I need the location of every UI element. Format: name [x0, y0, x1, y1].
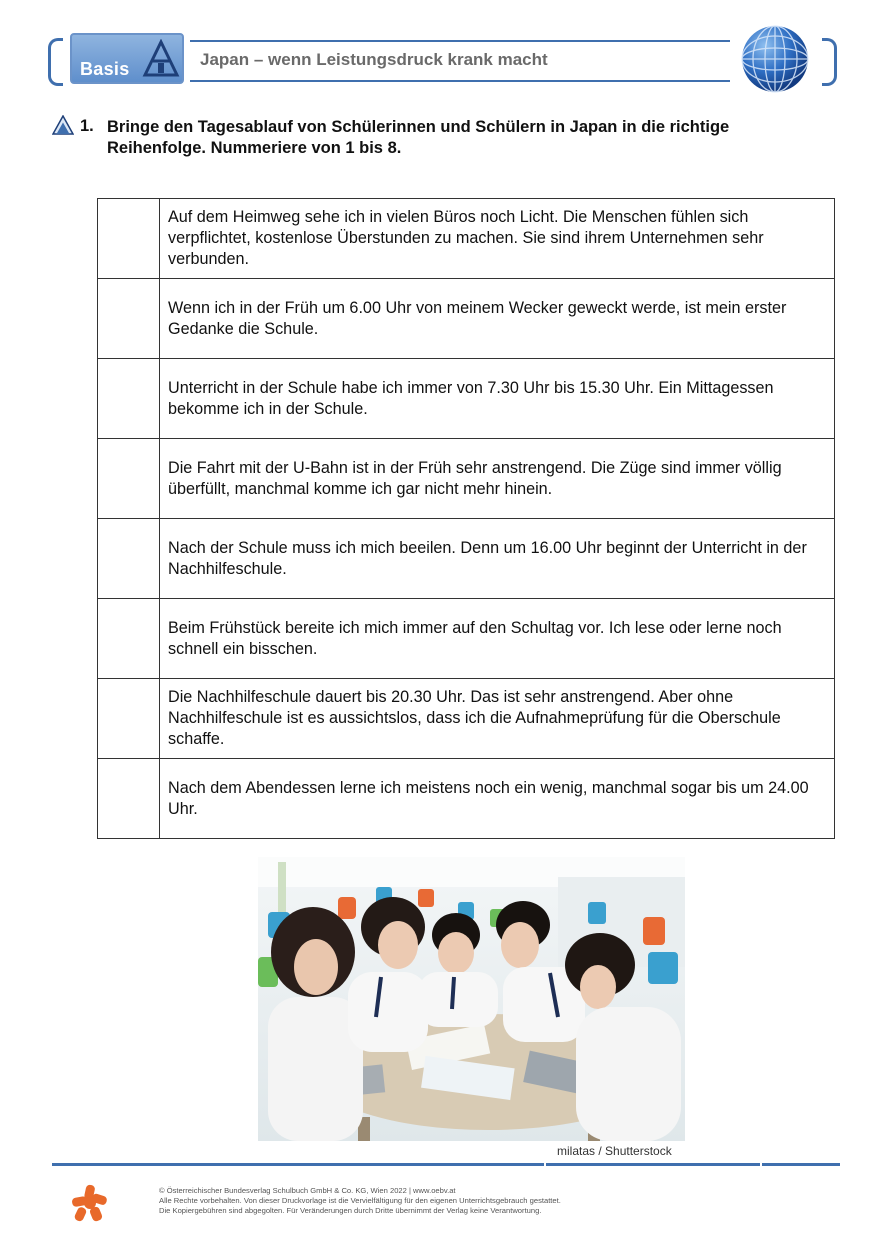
- number-field[interactable]: [98, 199, 160, 279]
- number-field[interactable]: [98, 519, 160, 599]
- level-badge-label: Basis: [80, 59, 130, 79]
- footer-divider: [52, 1163, 544, 1166]
- row-text: Unterricht in der Schule habe ich immer von 7.30 Uhr bis 15.30 Uhr. Ein Mittagessen bekomme ich in der Schule.: [160, 359, 835, 439]
- row-text: Wenn ich in der Früh um 6.00 Uhr von meinem Wecker geweckt werde, ist mein erster Gedanke die Schule.: [160, 279, 835, 359]
- number-field[interactable]: [98, 359, 160, 439]
- basis-triangle-icon: [142, 39, 180, 79]
- row-text: Auf dem Heimweg sehe ich in vielen Büros noch Licht. Die Menschen fühlen sich verpflichtet, kostenlose Überstunden zu machen. Sie sind ihrem Unternehmen sehr verbunden.: [160, 199, 835, 279]
- level-badge: [70, 33, 184, 84]
- footer-line: © Österreichischer Bundesverlag Schulbuch GmbH & Co. KG, Wien 2022 | www.oebv.at: [159, 1186, 456, 1195]
- ordering-table: [97, 198, 835, 839]
- footer-divider: [762, 1163, 840, 1166]
- task-instruction: Bringe den Tagesablauf von Schülerinnen und Schülern in Japan in die richtige Reihenfolge. Nummeriere von 1 bis 8.: [107, 118, 730, 157]
- header-title-frame: [190, 40, 730, 82]
- header-bracket-right: [822, 38, 837, 86]
- footer-divider: [546, 1163, 760, 1166]
- table-row: [98, 599, 835, 679]
- footer-line: Die Kopiergebühren sind abgegolten. Für Veränderungen durch Dritte übernimmt der Verlag keine Verantwortung.: [159, 1206, 542, 1215]
- row-text: Beim Frühstück bereite ich mich immer auf den Schultag vor. Ich lese oder lerne noch schnell ein bisschen.: [160, 599, 835, 679]
- table-row: [98, 439, 835, 519]
- table-row: [98, 359, 835, 439]
- number-field[interactable]: [98, 439, 160, 519]
- footer-line: Alle Rechte vorbehalten. Von dieser Druckvorlage ist die Vervielfältigung für den eigenen Unterrichtsgebrauch gestattet.: [159, 1196, 561, 1205]
- task-level-icon: [52, 115, 74, 135]
- photo-credit: milatas / Shutterstock: [557, 1144, 672, 1158]
- row-text: Nach der Schule muss ich mich beeilen. Denn um 16.00 Uhr beginnt der Unterricht in der Nachhilfeschule.: [160, 519, 835, 599]
- table-row: [98, 279, 835, 359]
- row-text: Die Nachhilfeschule dauert bis 20.30 Uhr. Das ist sehr anstrengend. Aber ohne Nachhilfeschule ist es aussichtslos, dass ich die Aufnahmeprüfung für die Oberschule schaffe.: [160, 679, 835, 759]
- number-field[interactable]: [98, 279, 160, 359]
- row-text: Nach dem Abendessen lerne ich meistens noch ein wenig, manchmal sogar bis um 24.00 Uhr.: [160, 759, 835, 839]
- publisher-logo-icon: [70, 1183, 110, 1223]
- footer-copyright: [159, 1186, 561, 1216]
- number-field[interactable]: [98, 599, 160, 679]
- row-text: Die Fahrt mit der U-Bahn ist in der Früh sehr anstrengend. Die Züge sind immer völlig überfüllt, manchmal komme ich gar nicht mehr hinein.: [160, 439, 835, 519]
- table-row: [98, 679, 835, 759]
- number-field[interactable]: [98, 679, 160, 759]
- number-field[interactable]: [98, 759, 160, 839]
- table-row: [98, 759, 835, 839]
- table-row: [98, 519, 835, 599]
- students-photo: [258, 857, 685, 1141]
- globe-icon: [740, 24, 810, 94]
- task-number: 1.: [80, 117, 94, 135]
- page-title: Japan – wenn Leistungsdruck krank macht: [200, 50, 548, 69]
- table-row: [98, 199, 835, 279]
- header-bracket-left: [48, 38, 63, 86]
